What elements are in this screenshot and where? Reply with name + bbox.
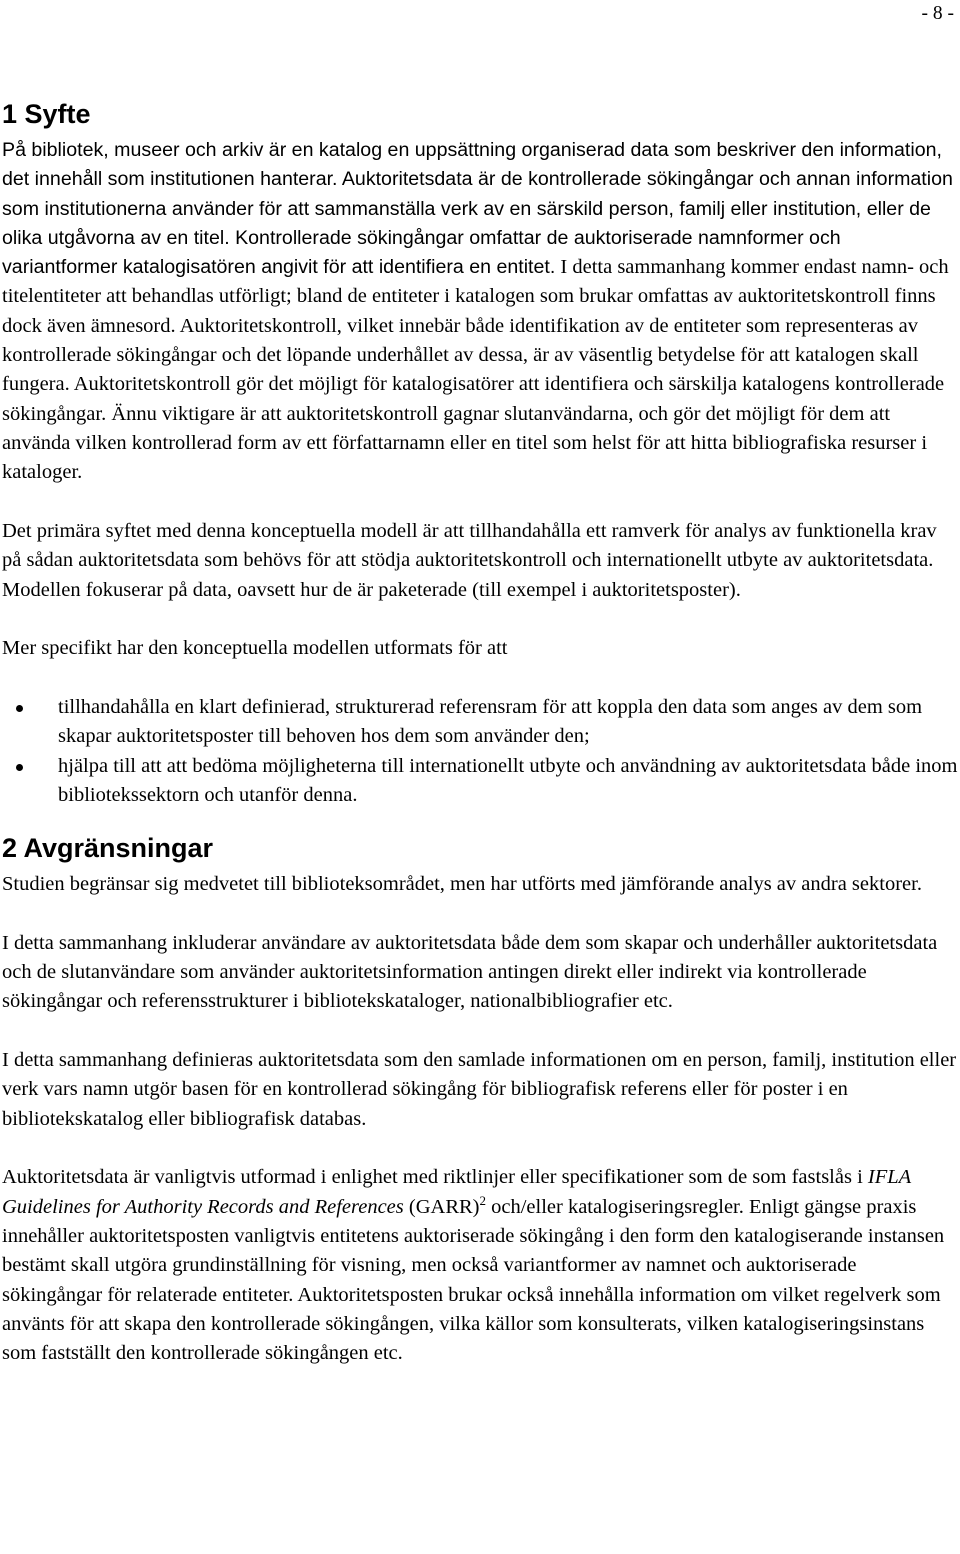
paragraph-avgr-4-start: Auktoritetsdata är vanligtvis utformad i enlighet med riktlinjer eller specifikationer som de som fastslås i xyxy=(2,1166,868,1189)
paragraph-syfte-3: Mer specifikt har den konceptuella modellen utformats för att xyxy=(2,637,508,660)
paragraph-avgr-4-mid: (GARR) xyxy=(403,1195,480,1218)
list-item-text: tillhandahålla en klart definierad, strukturerad referensram för att koppla den data som anges av dem som skapar auktoritetsposter till behoven hos dem som använder den; xyxy=(58,695,923,748)
paragraph-avgr-1: Studien begränsar sig medvetet till biblioteksområdet, men har utförts med jämförande analys av andra sektorer. xyxy=(2,873,922,896)
guideline-title: IFLA Guidelines for Authority Records and References xyxy=(2,1166,911,1218)
paragraph-avgr-2: I detta sammanhang inkluderar användare av auktoritetsdata både dem som skapar och underhåller auktoritetsdata och de slutanvändare som använder auktoritetsinformation antingen direkt eller indirekt via kontrollerade sökingångar och referensstrukturer i bibliotekskataloger, nationalbibliografier etc. xyxy=(2,931,938,1013)
paragraph-avgr-3: I detta sammanhang definieras auktoritetsdata som den samlade informationen om en person, familj, institution eller verk vars namn utgör basen för en kontrollerad sökingång för bibliografisk referens eller för poster i en bibliotekskatalog eller bibliografisk databas. xyxy=(2,1049,957,1130)
list-item xyxy=(2,752,958,811)
paragraph-syfte-1-sans: På bibliotek, museer och arkiv är en katalog en uppsättning organiserad data som beskriver den information, det innehåll som institutionen hanterar. Auktoritetsdata är de kontrollerade sökingångar och annan information som institutionerna använder för att sammanställa verk av en särskild person, familj eller institution, eller de olika utgåvorna av en titel. Kontrollerade sökingångar omfattar de auktoriserade namnformer och variantformer katalogisatören angivit för att identifiera en entitet. xyxy=(2,139,953,279)
paragraph-avgr-4 xyxy=(2,1163,958,1368)
list-item-text: hjälpa till att att bedöma möjligheterna till internationellt utbyte och användning av auktoritetsdata både inom bibliotekssektorn och utanför denna. xyxy=(58,754,958,806)
paragraph-syfte-1-serif: I detta sammanhang kommer endast namn- och titelentiteter att behandlas utförligt; bland de entiteter i katalogen som brukar omfattas av auktoritetskontroll finns dock även ämnesord. Auktoritetskontroll, vilket innebär både identifikation av de entiteter som representeras av kontrollerade sökingångar och det löpande underhållet av dessa, är av väsentlig betydelse för att katalogen skall fungera. Auktoritetskontroll gör det möjligt för katalogisatörer att identifiera och särskilja katalogens kontrollerade sökingångar. Ännu viktigare är att auktoritetskontroll gagnar slutanvändarna, och gör det möjligt för dem att använda vilken kontrollerad form av ett författarnamn eller en titel som helst för att hitta bibliografiska resurser i kataloger. xyxy=(2,256,949,484)
paragraph-syfte-2: Det primära syftet med denna konceptuella modell är att tillhandahålla ett ramverk för analys av funktionella krav på sådan auktoritetsdata som behövs för att stödja auktoritetskontroll och internationellt utbyte av auktoritetsdata. Modellen fokuserar på data, oavsett hur de är paketerade (till exempel i auktoritetsposter). xyxy=(2,519,937,601)
section-heading-syfte: 1 Syfte xyxy=(2,99,91,129)
paragraph-avgr-4-end: och/eller katalogiseringsregler. Enligt gängse praxis innehåller auktoritetsposten vanligtvis entitetens auktoriserade sökingång i den form den katalogiserande instansen bestämt skall utgöra grundinställning för visning, men också variantformer av namnet och auktoriserade sökingångar för relaterade entiteter. Auktoritetsposten brukar också innehålla information om vilket regelverk som använts för att skapa den kontrollerade sökingången, vilka källor som konsulterats, vilken katalogiseringsinstans som fastställt den kontrollerade sökingången etc. xyxy=(2,1195,945,1365)
section-heading-avgransningar: 2 Avgränsningar xyxy=(2,833,214,864)
footnote-marker[interactable]: 2 xyxy=(479,1192,486,1208)
list-item xyxy=(2,693,958,752)
bullet-list xyxy=(2,693,958,810)
bullet-icon xyxy=(16,764,23,771)
page-number: - 8 - xyxy=(921,3,954,24)
page-content xyxy=(2,96,958,1398)
paragraph-syfte-1 xyxy=(2,136,958,488)
bullet-icon xyxy=(16,705,23,712)
